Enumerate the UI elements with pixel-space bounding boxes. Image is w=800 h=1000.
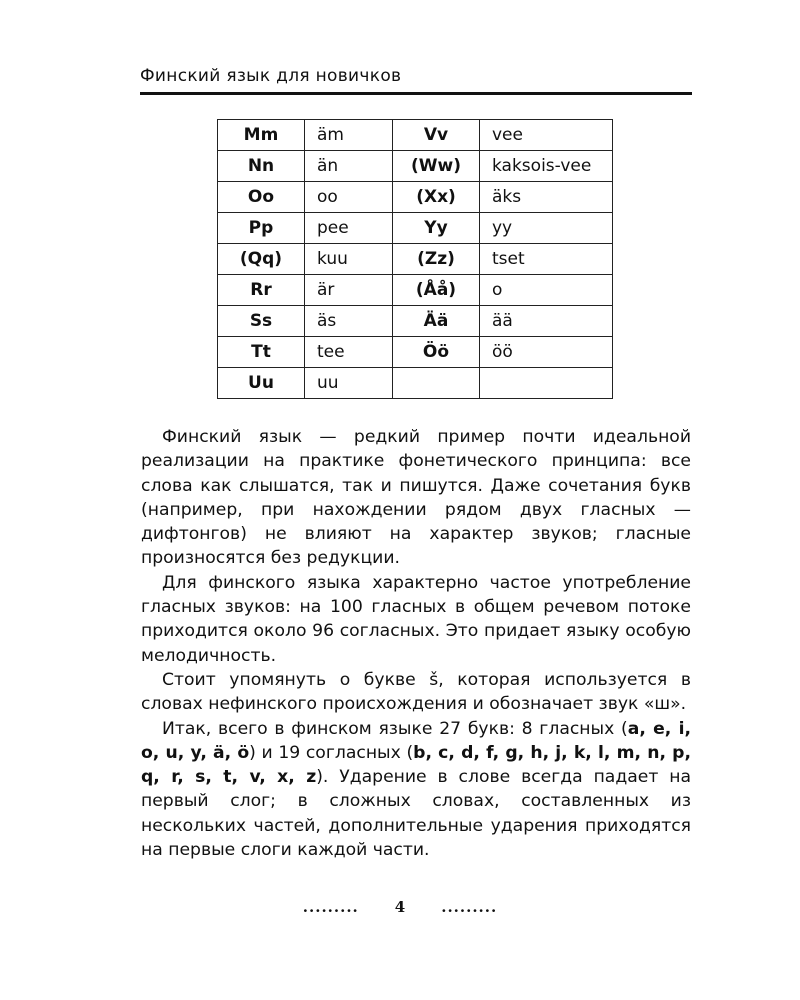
letter-name-cell: pee <box>305 213 393 244</box>
letter-name-cell: ää <box>480 306 613 337</box>
running-head: Финский язык для новичков <box>140 66 692 95</box>
letter-count-text-b: ) и 19 согласных ( <box>249 742 414 763</box>
letter-cell: (Zz) <box>393 244 480 275</box>
page-number: 4 <box>394 898 406 916</box>
alphabet-table <box>217 119 613 399</box>
folio-right-dots: ......... <box>441 898 498 916</box>
letter-cell: Nn <box>218 151 305 182</box>
letter-name-cell: uu <box>305 368 393 399</box>
letter-cell: (Ww) <box>393 151 480 182</box>
letter-name-cell: äm <box>305 120 393 151</box>
letter-cell: Ää <box>393 306 480 337</box>
alphabet-row <box>218 213 613 244</box>
alphabet-row <box>218 244 613 275</box>
letter-cell: Pp <box>218 213 305 244</box>
folio-left-dots: ......... <box>302 898 359 916</box>
letter-cell: Oo <box>218 182 305 213</box>
consonant-list: b, c, d, f, g, h, j, k, l, m, n, p, q, r, s, t, v, x, z <box>141 742 691 788</box>
alphabet-row <box>218 151 613 182</box>
letter-cell: Mm <box>218 120 305 151</box>
alphabet-row <box>218 120 613 151</box>
letter-cell: (Åå) <box>393 275 480 306</box>
alphabet-row <box>218 275 613 306</box>
letter-cell: (Xx) <box>393 182 480 213</box>
alphabet-row <box>218 337 613 368</box>
letter-name-cell: vee <box>480 120 613 151</box>
letter-cell: Yy <box>393 213 480 244</box>
letter-cell: Ss <box>218 306 305 337</box>
letter-name-cell: än <box>305 151 393 182</box>
letter-name-cell: öö <box>480 337 613 368</box>
alphabet-row <box>218 182 613 213</box>
body-text <box>141 425 691 862</box>
paragraph-letter-count <box>141 717 691 863</box>
alphabet-table-body <box>218 120 613 399</box>
letter-count-text-a: Итак, всего в финском языке 27 букв: 8 гласных ( <box>162 718 628 739</box>
alphabet-row <box>218 368 613 399</box>
letter-name-cell: kuu <box>305 244 393 275</box>
letter-cell: (Qq) <box>218 244 305 275</box>
alphabet-row <box>218 306 613 337</box>
letter-name-cell: kaksois-vee <box>480 151 613 182</box>
letter-cell: Rr <box>218 275 305 306</box>
page-footer <box>0 898 800 916</box>
letter-name-cell: o <box>480 275 613 306</box>
letter-count-text-c: ). Ударение в слове всегда падает на первый слог; в сложных словах, составленных из нескольких частей, дополнительные ударения приходятся на первые слоги каждой части. <box>141 767 691 861</box>
letter-name-cell: äks <box>480 182 613 213</box>
letter-cell: Tt <box>218 337 305 368</box>
paragraph-phonetic-principle: Финский язык — редкий пример почти идеальной реализации на практике фонетического принципа: все слова как слышатся, так и пишутся. Даже сочетания букв (например, при нахождении рядом двух гласных — дифтонгов) не влияют на характер звуков; гласные произносятся без редукции. <box>141 427 691 569</box>
letter-cell: Vv <box>393 120 480 151</box>
vowel-list: a, e, i, o, u, y, ä, ö <box>141 718 691 763</box>
letter-cell: Öö <box>393 337 480 368</box>
letter-name-cell <box>480 368 613 399</box>
letter-name-cell: oo <box>305 182 393 213</box>
paragraph-vowel-frequency: Для финского языка характерно частое употребление гласных звуков: на 100 гласных в общем речевом потоке приходится около 96 согласных. Это придает языку особую мелодичность. <box>141 572 691 666</box>
letter-cell <box>393 368 480 399</box>
paragraph-letter-sh: Стоит упомянуть о букве š, которая используется в словах нефинского происхождения и обозначает звук «ш». <box>141 669 691 715</box>
letter-cell: Uu <box>218 368 305 399</box>
letter-name-cell: tset <box>480 244 613 275</box>
letter-name-cell: äs <box>305 306 393 337</box>
letter-name-cell: yy <box>480 213 613 244</box>
letter-name-cell: är <box>305 275 393 306</box>
letter-name-cell: tee <box>305 337 393 368</box>
